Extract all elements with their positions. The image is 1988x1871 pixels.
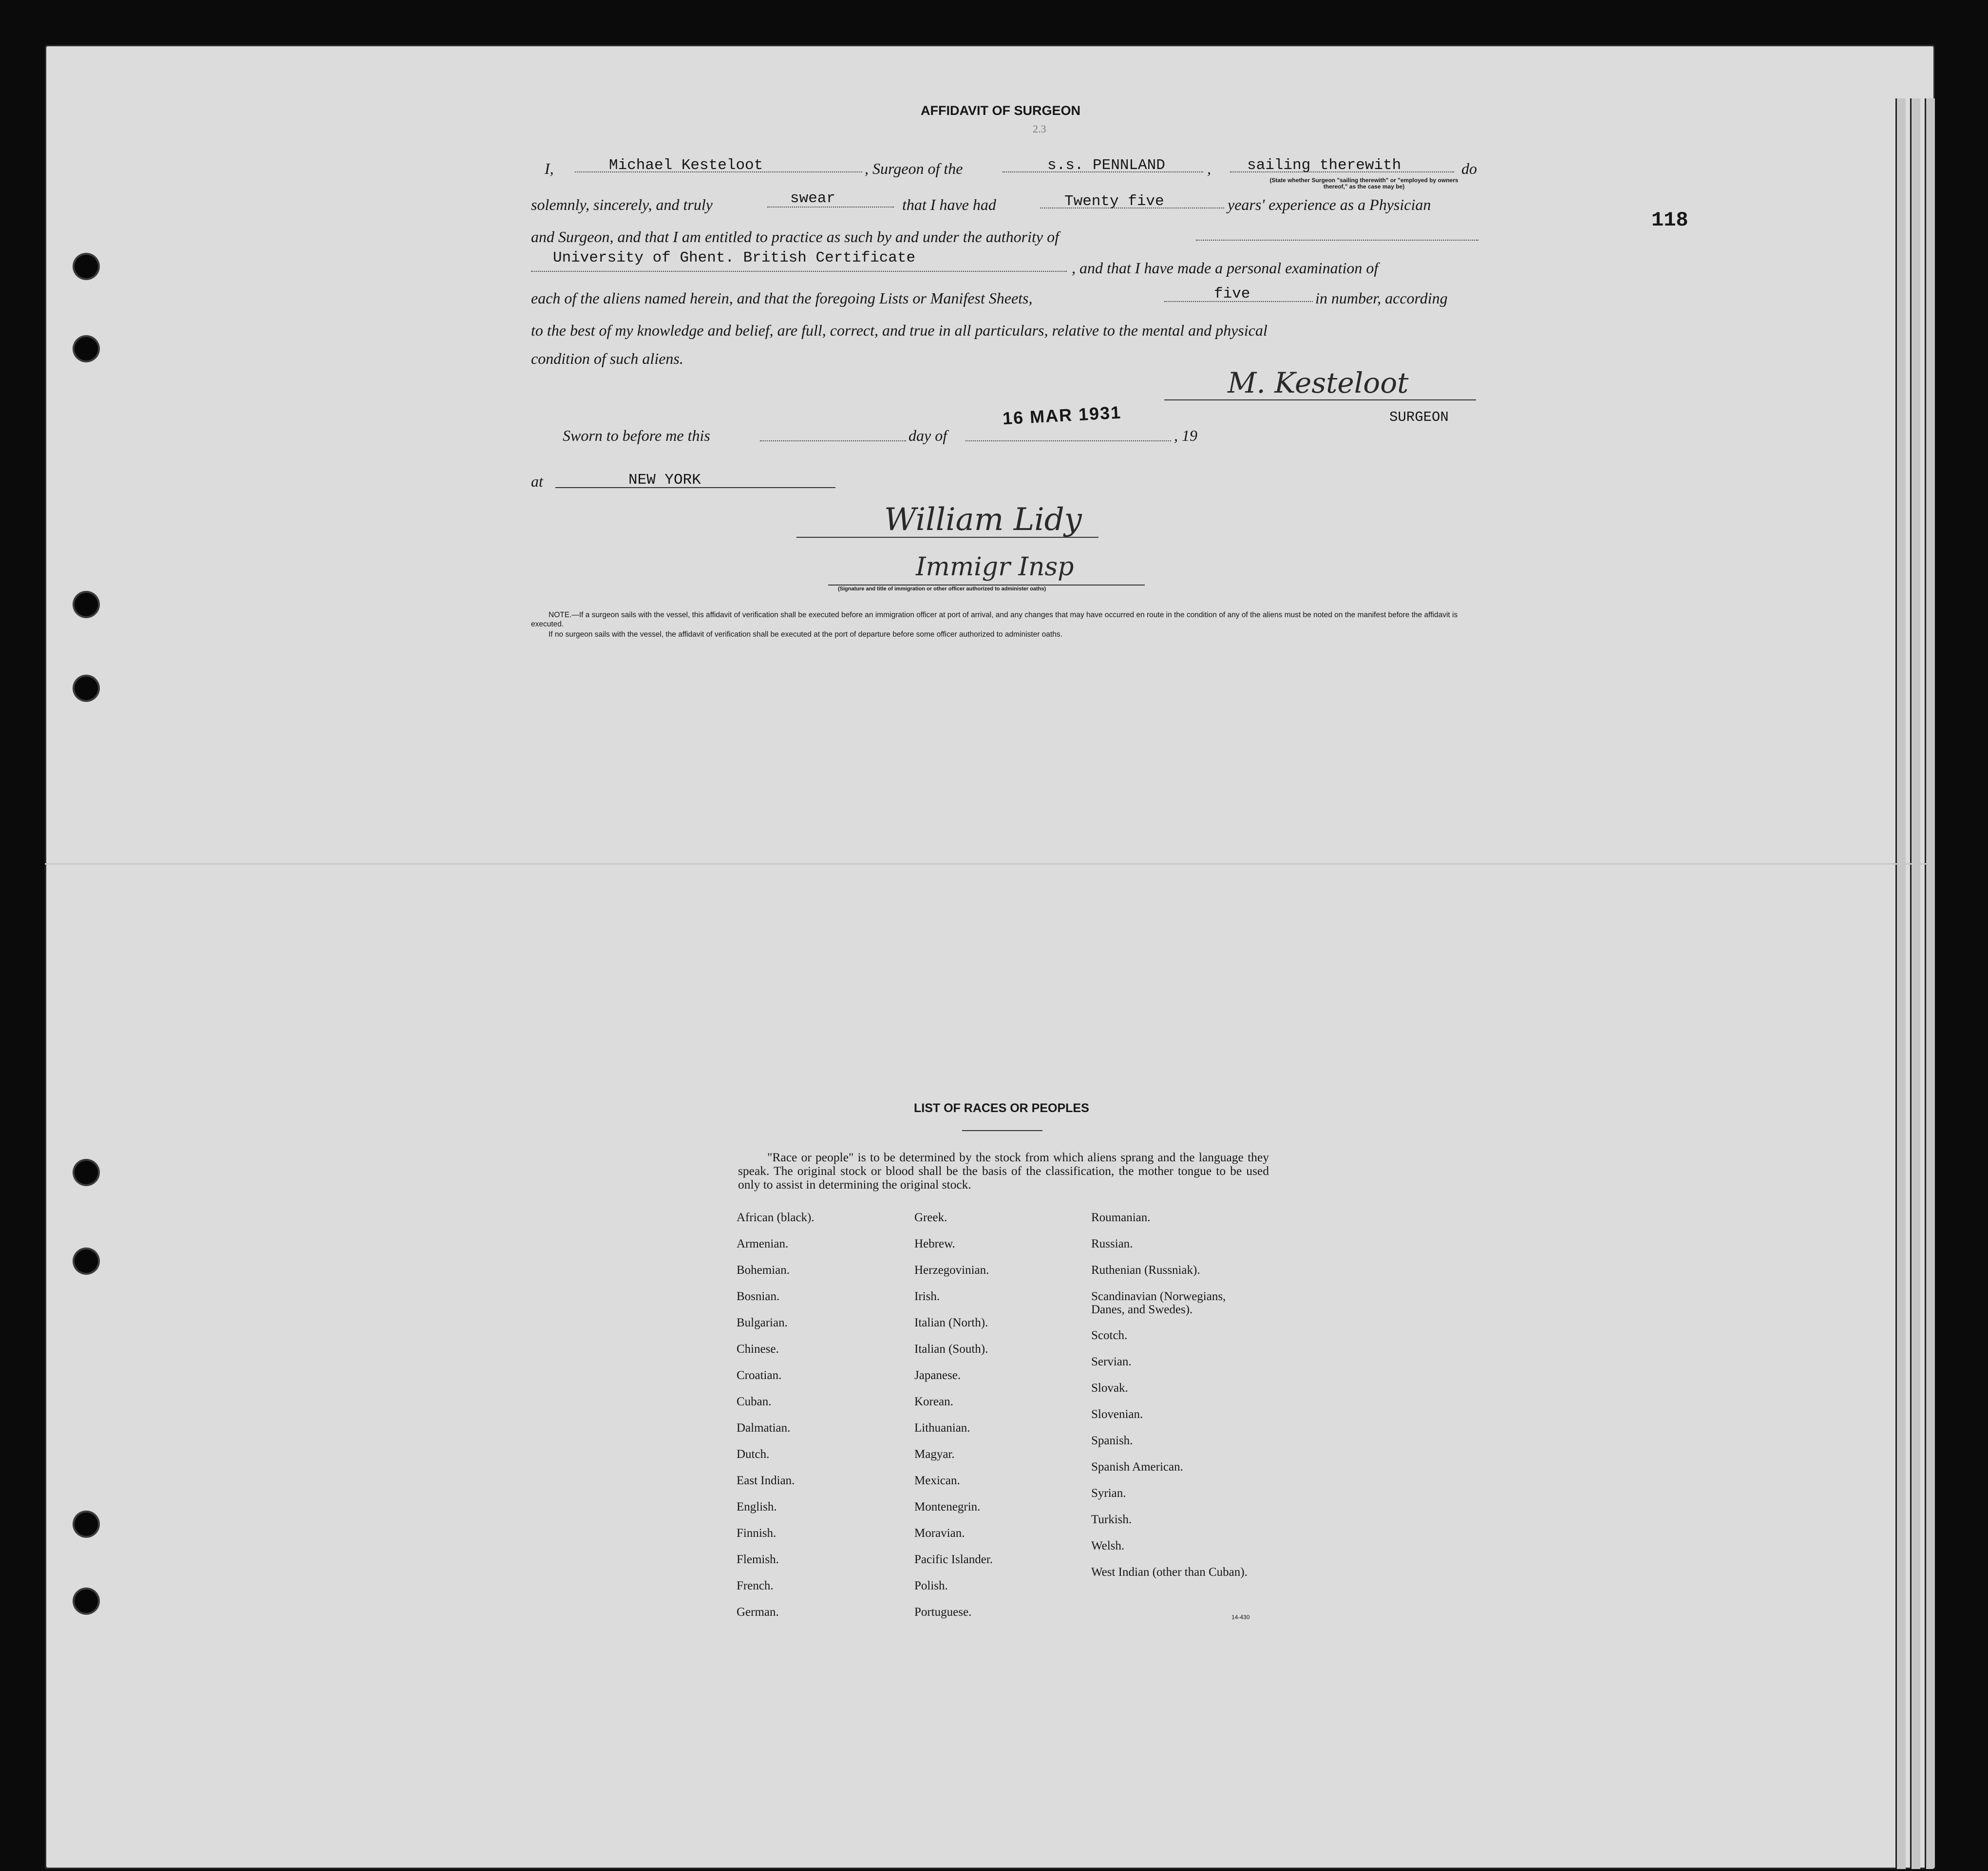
binder-hole xyxy=(75,677,98,700)
sworn-date-rule xyxy=(966,440,1171,441)
text-day-of: day of xyxy=(909,427,947,444)
text-manifest-sheets: each of the aliens named herein, and that the foregoing Lists or Manifest Sheets, xyxy=(531,289,1033,307)
text-solemnly: solemnly, sincerely, and truly xyxy=(531,196,713,213)
race-item: Magyar. xyxy=(914,1448,955,1461)
page-number: 118 xyxy=(1651,208,1688,232)
race-item: Bosnian. xyxy=(737,1290,780,1303)
date-stamp: 16 MAR 1931 xyxy=(1002,402,1122,429)
race-item: Chinese. xyxy=(737,1342,779,1356)
sheet-count-rule xyxy=(1164,301,1313,302)
race-item: Montenegrin. xyxy=(914,1500,981,1513)
place-value: NEW YORK xyxy=(628,472,701,489)
race-item: Welsh. xyxy=(1091,1539,1125,1552)
race-item: Pacific Islander. xyxy=(914,1553,993,1566)
race-item: Irish. xyxy=(914,1290,940,1303)
race-item: Mexican. xyxy=(914,1474,960,1487)
text-at: at xyxy=(531,472,543,490)
note-surgeon-sails: NOTE.—If a surgeon sails with the vessel, this affidavit of verification shall be executed before an immigration officer at port of arrival, and any changes that may have occurred en route in the condition of any of the aliens must be noted on the manifest before the affidavit is executed. xyxy=(531,611,1458,628)
text-years-experience: years' experience as a Physician xyxy=(1228,196,1431,213)
race-item: African (black). xyxy=(737,1211,814,1224)
race-item: Slovenian. xyxy=(1091,1408,1143,1421)
binder-hole xyxy=(75,1249,98,1273)
officer-signature: William Lidy xyxy=(884,502,1082,538)
race-item: Servian. xyxy=(1091,1355,1132,1368)
officer-title: Immigr Insp xyxy=(916,552,1074,582)
race-item: Slovak. xyxy=(1091,1381,1128,1395)
officer-title-rule xyxy=(828,585,1145,586)
binder-hole xyxy=(75,593,98,616)
race-item: Moravian. xyxy=(914,1527,965,1540)
text-personal-examination: , and that I have made a personal examination of xyxy=(1072,259,1379,277)
authority-rule-2 xyxy=(531,271,1067,272)
race-item: Italian (South). xyxy=(914,1342,988,1356)
race-item: Flemish. xyxy=(737,1553,779,1566)
race-item: Spanish. xyxy=(1091,1434,1133,1447)
affidavit-title: AFFIDAVIT OF SURGEON xyxy=(921,103,1080,118)
race-item: Scandinavian (Norwegians, Danes, and Swedes). xyxy=(1091,1290,1226,1316)
race-item: East Indian. xyxy=(737,1474,795,1487)
authority-rule-1 xyxy=(1196,240,1478,241)
race-item: Roumanian. xyxy=(1091,1211,1151,1224)
surgeon-label: SURGEON xyxy=(1389,409,1449,425)
text-sworn: Sworn to before me this xyxy=(563,427,710,444)
form-number: 14-430 xyxy=(1231,1614,1250,1621)
page-edge xyxy=(1910,98,1920,1869)
race-item: French. xyxy=(737,1579,774,1592)
oath-rule xyxy=(767,207,894,208)
surgeon-signature: M. Kesteloot xyxy=(1228,366,1409,399)
sworn-day-rule xyxy=(760,440,906,441)
race-item: Polish. xyxy=(914,1579,948,1592)
races-column-3 xyxy=(1091,1211,1257,1605)
race-item: Greek. xyxy=(914,1211,947,1224)
race-item: Ruthenian (Russniak). xyxy=(1091,1264,1200,1277)
text-in-number: in number, according xyxy=(1315,289,1448,307)
races-title-rule xyxy=(962,1130,1042,1131)
binder-hole xyxy=(75,1161,98,1184)
sheet-count: five xyxy=(1214,285,1250,302)
race-item: Syrian. xyxy=(1091,1487,1126,1500)
race-item: Bulgarian. xyxy=(737,1316,788,1329)
surgeon-signature-rule xyxy=(1164,399,1476,400)
officer-signature-rule xyxy=(796,537,1098,538)
page-edge xyxy=(1895,98,1906,1869)
race-item: English. xyxy=(737,1500,777,1513)
race-item: Armenian. xyxy=(737,1237,789,1250)
vessel-rule xyxy=(1003,171,1203,172)
text-i: I, xyxy=(545,160,554,177)
race-item: Scotch. xyxy=(1091,1329,1128,1342)
page-edge xyxy=(1925,98,1935,1869)
race-item: Bohemian. xyxy=(737,1264,790,1277)
comma: , xyxy=(1207,160,1211,177)
race-item: Dutch. xyxy=(737,1448,770,1461)
races-intro: "Race or people" is to be determined by the stock from which aliens sprang and the language they speak. The original stock or blood shall be the basis of the classification, the mother tongue to be used only to assist in determining the original stock. xyxy=(738,1150,1269,1191)
note-no-surgeon: If no surgeon sails with the vessel, the affidavit of verification shall be executed at the port of departure before some officer authorized to administer oaths. xyxy=(549,630,1062,639)
race-item: Portuguese. xyxy=(914,1606,972,1619)
race-item: Russian. xyxy=(1091,1237,1133,1250)
binder-hole xyxy=(75,337,98,360)
authority-value: University of Ghent. British Certificate xyxy=(553,249,916,266)
races-column-2 xyxy=(914,1211,1080,1632)
races-title: LIST OF RACES OR PEOPLES xyxy=(914,1101,1089,1115)
sailing-note: (State whether Surgeon "sailing therewith" or "employed by owners thereof," as the case may be) xyxy=(1269,177,1458,190)
race-item: West Indian (other than Cuban). xyxy=(1091,1566,1248,1579)
text-that-i-have-had: that I have had xyxy=(902,196,996,213)
header-pencil-mark: 2.3 xyxy=(1033,123,1046,135)
race-item: Croatian. xyxy=(737,1369,782,1382)
place-rule xyxy=(555,487,835,488)
text-19: , 19 xyxy=(1174,427,1197,444)
race-item: Lithuanian. xyxy=(914,1421,970,1435)
race-item: Dalmatian. xyxy=(737,1421,791,1435)
text-condition: condition of such aliens. xyxy=(531,350,683,367)
race-item: Hebrew. xyxy=(914,1237,955,1250)
races-column-1 xyxy=(737,1211,902,1632)
text-do: do xyxy=(1461,160,1477,177)
race-item: Cuban. xyxy=(737,1395,772,1408)
text-authority: and Surgeon, and that I am entitled to practice as such by and under the authority of xyxy=(531,228,1059,246)
text-surgeon-of: , Surgeon of the xyxy=(865,160,963,177)
binder-hole xyxy=(75,1589,98,1613)
race-item: Finnish. xyxy=(737,1527,776,1540)
surgeon-name-rule xyxy=(575,171,862,172)
race-item: Herzegovinian. xyxy=(914,1264,989,1277)
race-item: Spanish American. xyxy=(1091,1460,1183,1474)
years-experience: Twenty five xyxy=(1064,193,1164,210)
race-item: German. xyxy=(737,1606,779,1619)
surgeon-name: Michael Kesteloot xyxy=(609,157,763,174)
race-item: Turkish. xyxy=(1091,1513,1132,1526)
binder-hole xyxy=(75,255,98,278)
sailing-status-rule xyxy=(1230,171,1454,172)
race-item: Korean. xyxy=(914,1395,953,1408)
binder-hole xyxy=(75,1512,98,1536)
officer-caption: (Signature and title of immigration or other officer authorized to administer oaths) xyxy=(838,586,1046,592)
vessel-name: s.s. PENNLAND xyxy=(1047,157,1165,174)
race-item: Italian (North). xyxy=(914,1316,988,1329)
text-knowledge-belief: to the best of my knowledge and belief, are full, correct, and true in all particulars, relative to the mental and physical xyxy=(531,321,1268,339)
page-fold-line xyxy=(45,863,1935,865)
sailing-status: sailing therewith xyxy=(1247,157,1401,174)
oath-word: swear xyxy=(790,190,836,207)
race-item: Japanese. xyxy=(914,1369,961,1382)
